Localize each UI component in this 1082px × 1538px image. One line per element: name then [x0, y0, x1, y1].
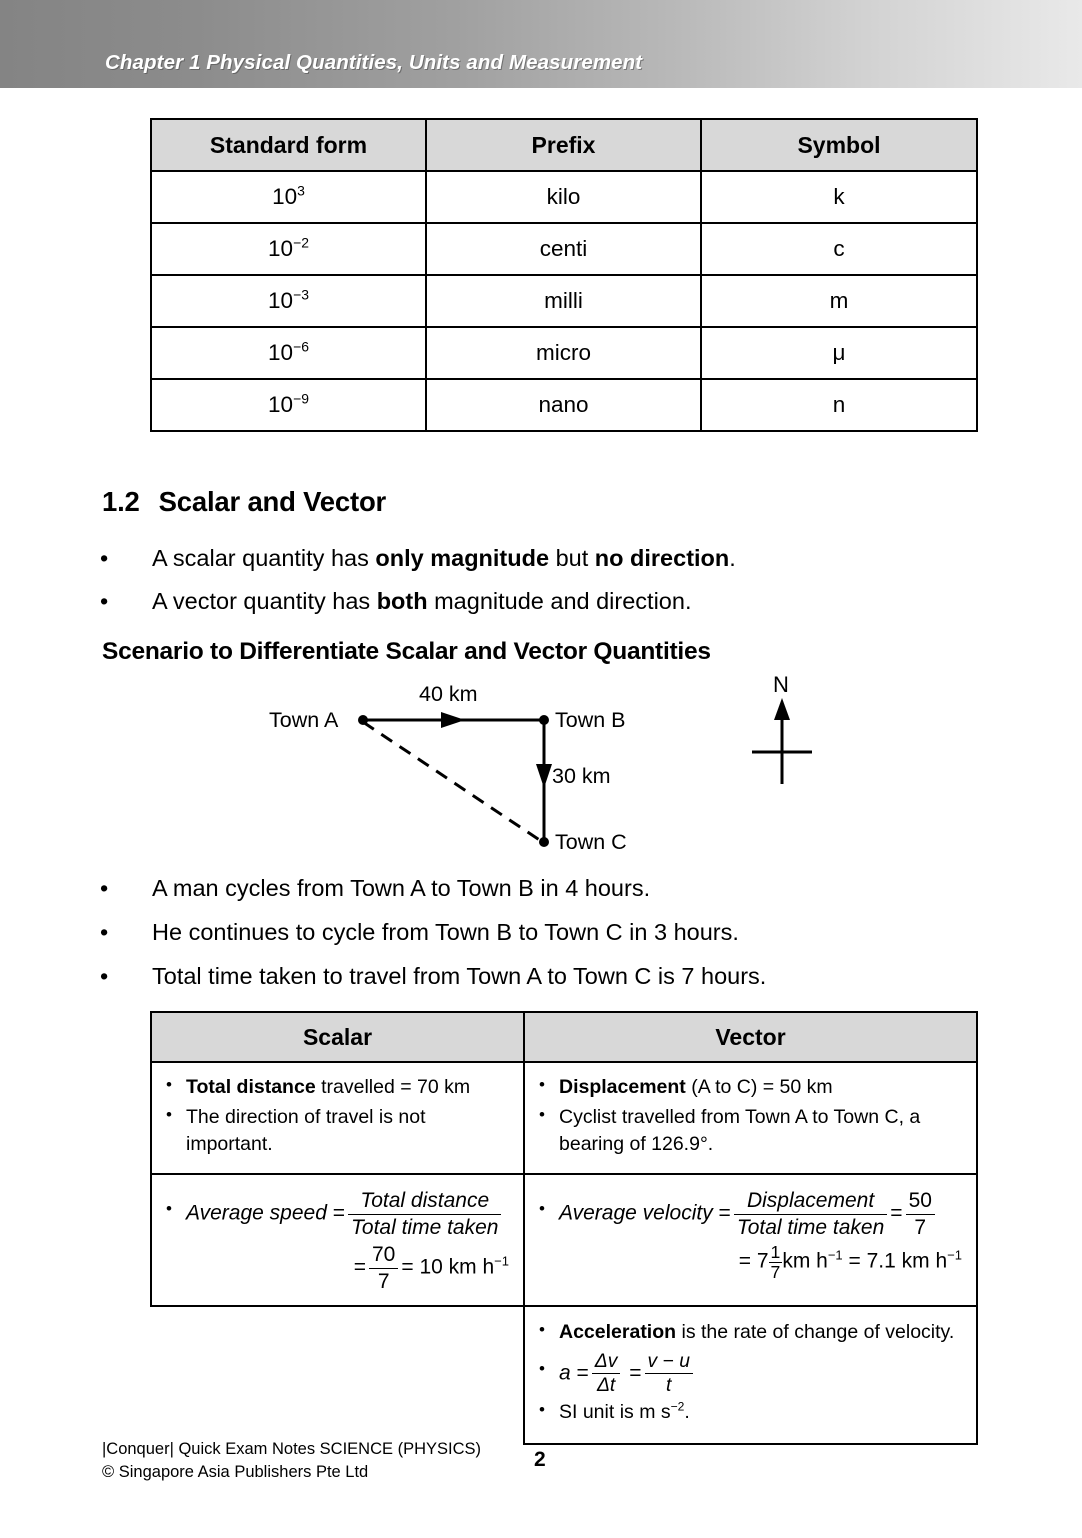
fraction-denominator: 7 — [914, 1215, 927, 1239]
fraction-denominator: Total time taken — [736, 1215, 885, 1239]
formula-label: Average velocity — [559, 1201, 713, 1225]
equals-sign: = — [401, 1255, 420, 1279]
fraction — [645, 1351, 693, 1397]
bullet-dot-icon: • — [539, 1320, 545, 1340]
bullet-dot-icon: • — [100, 919, 109, 945]
arrowhead-b-to-c — [536, 764, 552, 788]
fraction-numerator: v − u — [645, 1351, 693, 1375]
prefix-table — [150, 118, 978, 432]
bullet-dot-icon: • — [166, 1199, 172, 1219]
text-fragment: . — [729, 545, 736, 571]
fraction-denominator: Total time taken — [351, 1215, 499, 1239]
power-base: 10 — [268, 288, 294, 313]
equals-sign: = — [718, 1201, 731, 1225]
label-town-c: Town C — [555, 830, 627, 854]
section-heading — [102, 486, 386, 518]
cell-vector-acceleration — [524, 1306, 977, 1444]
unit-exponent: −2 — [670, 1399, 685, 1414]
line-a-to-c-dashed — [363, 722, 541, 841]
cell-vector-formula — [524, 1174, 977, 1306]
formula-label: Average speed — [186, 1201, 327, 1225]
power-exponent: −9 — [293, 390, 309, 407]
text-bold: Acceleration — [559, 1321, 677, 1344]
cell-standard-form — [151, 275, 426, 327]
list-item — [537, 1104, 964, 1159]
column-header-vector: Vector — [524, 1012, 977, 1062]
text-bold: Total distance — [186, 1076, 316, 1098]
power-exponent: 3 — [297, 182, 305, 199]
list-item — [100, 918, 739, 947]
section-title: Scalar and Vector — [158, 486, 387, 517]
text-fragment: Cyclist travelled from Town A to Town C, a bearing of 126.9°. — [559, 1105, 921, 1156]
footer-credits — [102, 1438, 481, 1485]
cell-prefix: kilo — [426, 171, 701, 223]
cell-prefix: milli — [426, 275, 701, 327]
bullet-dot-icon: • — [539, 1104, 545, 1124]
fraction-numerator: 50 — [906, 1189, 935, 1215]
cell-symbol: c — [701, 223, 977, 275]
list-item — [100, 587, 691, 616]
list-item — [100, 544, 736, 573]
column-header-prefix: Prefix — [426, 119, 701, 171]
cell-standard-form — [151, 327, 426, 379]
text-bold: no direction — [594, 545, 730, 571]
list-item-label — [152, 587, 691, 616]
power-base: 10 — [268, 392, 294, 417]
cell-standard-form — [151, 223, 426, 275]
footer-line-2: © Singapore Asia Publishers Pte Ltd — [102, 1463, 369, 1482]
section-number: 1.2 — [102, 486, 140, 517]
cell-vector-facts — [524, 1062, 977, 1174]
table-header-row — [151, 119, 977, 171]
text-bold: only magnitude — [375, 545, 550, 571]
page-number: 2 — [534, 1448, 546, 1471]
equals-sign: = — [629, 1361, 642, 1385]
power-base: 10 — [268, 340, 294, 365]
power-exponent: −6 — [293, 338, 309, 355]
power-base: 10 — [272, 184, 298, 209]
table-header-row — [151, 1012, 977, 1062]
point-town-c — [539, 837, 549, 847]
cell-standard-form — [151, 379, 426, 431]
fraction-denominator: 7 — [770, 1261, 781, 1282]
bullet-dot-icon: • — [539, 1075, 545, 1094]
cell-symbol: k — [701, 171, 977, 223]
table-row — [151, 223, 977, 275]
fraction — [348, 1189, 501, 1239]
cell-symbol: μ — [701, 327, 977, 379]
cell-prefix: nano — [426, 379, 701, 431]
list-item-label: A man cycles from Town A to Town B in 4 hours. — [152, 875, 651, 901]
unit-exponent: −1 — [947, 1247, 962, 1263]
text-bold: Displacement — [559, 1076, 686, 1098]
table-row — [151, 1174, 977, 1306]
formula-average-velocity-result — [537, 1243, 964, 1281]
list-item — [537, 1074, 964, 1102]
fraction — [734, 1189, 887, 1239]
bullet-dot-icon: • — [100, 963, 109, 989]
text-fragment: but — [549, 545, 595, 571]
arrowhead-a-to-b — [441, 712, 465, 728]
decimal-result: 7.1 km h — [866, 1249, 948, 1273]
formula-average-velocity — [537, 1189, 964, 1239]
equals-sign: = — [842, 1249, 867, 1273]
fraction-numerator: 1 — [770, 1242, 781, 1263]
text-bold: both — [376, 588, 428, 614]
cell-prefix: centi — [426, 223, 701, 275]
fraction — [592, 1351, 621, 1397]
bullet-dot-icon: • — [100, 588, 109, 614]
list-item — [100, 962, 766, 991]
list-item-label: Total time taken to travel from Town A to Town C is 7 hours. — [152, 963, 767, 989]
label-town-a: Town A — [269, 708, 339, 732]
scenario-heading: Scenario to Differentiate Scalar and Vector Quantities — [102, 638, 711, 665]
bullet-dot-icon: • — [100, 545, 109, 571]
fraction-numerator: Δv — [592, 1351, 621, 1375]
table-row — [151, 379, 977, 431]
chapter-header-banner — [0, 0, 1082, 88]
point-town-a — [358, 715, 368, 725]
power-exponent: −2 — [293, 234, 309, 251]
fraction-denominator: Δt — [596, 1375, 616, 1397]
text-fragment: A scalar quantity has — [152, 545, 376, 571]
cell-prefix: micro — [426, 327, 701, 379]
chapter-title: Chapter 1 Physical Quantities, Units and Measurement — [105, 51, 643, 74]
label-distance-ab: 40 km — [419, 682, 478, 706]
equals-sign: = — [353, 1255, 366, 1279]
cell-scalar-formula — [151, 1174, 524, 1306]
si-unit-note — [537, 1399, 964, 1427]
equals-sign: = — [576, 1361, 589, 1385]
text-fragment: travelled = 70 km — [315, 1076, 471, 1098]
formula-average-speed — [164, 1189, 511, 1239]
unit-label: km h — [782, 1249, 828, 1273]
cell-symbol: n — [701, 379, 977, 431]
footer-line-1: |Conquer| Quick Exam Notes SCIENCE (PHYSICS) — [102, 1440, 482, 1458]
column-header-standard-form: Standard form — [151, 119, 426, 171]
text-fragment: A vector quantity has — [152, 588, 377, 614]
bullet-dot-icon: • — [539, 1199, 545, 1219]
mixed-number-fraction — [769, 1243, 783, 1281]
text-fragment: SI unit is m s — [559, 1401, 671, 1424]
bullet-dot-icon: • — [166, 1075, 172, 1094]
bullet-dot-icon: • — [166, 1104, 172, 1124]
list-item — [100, 874, 650, 903]
cell-scalar-facts — [151, 1062, 524, 1174]
power-exponent: −3 — [293, 286, 309, 303]
cell-standard-form — [151, 171, 426, 223]
text-fragment: The direction of travel is not important. — [186, 1105, 426, 1156]
table-row — [151, 275, 977, 327]
formula-variable: a — [559, 1361, 571, 1385]
point-town-b — [539, 715, 549, 725]
fraction-numerator: 70 — [369, 1243, 398, 1269]
text-fragment: is the rate of change of velocity. — [676, 1321, 955, 1344]
bullet-dot-icon: • — [100, 875, 109, 901]
scalar-vector-table — [150, 1011, 978, 1445]
label-town-b: Town B — [555, 708, 626, 732]
list-item — [537, 1319, 964, 1347]
fraction — [906, 1189, 935, 1239]
fraction-numerator: Total distance — [348, 1189, 501, 1215]
label-distance-bc: 30 km — [552, 764, 611, 788]
table-row — [151, 327, 977, 379]
compass-north-arrowhead — [774, 698, 790, 720]
column-header-scalar: Scalar — [151, 1012, 524, 1062]
unit-exponent: −1 — [827, 1247, 843, 1263]
result-value: 10 km h — [419, 1255, 495, 1279]
text-fragment: . — [684, 1401, 690, 1424]
table-row — [151, 1062, 977, 1174]
fraction-numerator: Displacement — [734, 1189, 887, 1215]
table-row — [151, 171, 977, 223]
label-compass-north: N — [773, 672, 789, 697]
table-row — [151, 1306, 977, 1444]
unit-exponent: −1 — [494, 1253, 509, 1269]
text-fragment: (A to C) = 50 km — [685, 1076, 833, 1098]
town-journey-diagram — [255, 672, 875, 864]
text-fragment: magnitude and direction. — [427, 588, 692, 614]
equals-sign: = — [738, 1249, 757, 1273]
mixed-number-whole: 7 — [756, 1249, 769, 1273]
list-item — [164, 1074, 511, 1102]
fraction-denominator: 7 — [377, 1269, 390, 1293]
fraction-denominator: t — [666, 1375, 672, 1397]
column-header-symbol: Symbol — [701, 119, 977, 171]
formula-average-speed-result — [164, 1243, 511, 1293]
list-item-label: He continues to cycle from Town B to Town C in 3 hours. — [152, 919, 739, 945]
power-base: 10 — [268, 236, 294, 261]
cell-scalar-empty — [151, 1306, 524, 1444]
bullet-dot-icon: • — [539, 1358, 545, 1378]
list-item — [164, 1104, 511, 1159]
formula-acceleration — [537, 1351, 964, 1397]
cell-symbol: m — [701, 275, 977, 327]
bullet-dot-icon: • — [539, 1400, 545, 1420]
equals-sign: = — [332, 1201, 345, 1225]
equals-sign: = — [890, 1201, 903, 1225]
list-item-label — [152, 544, 736, 573]
fraction — [369, 1243, 398, 1293]
